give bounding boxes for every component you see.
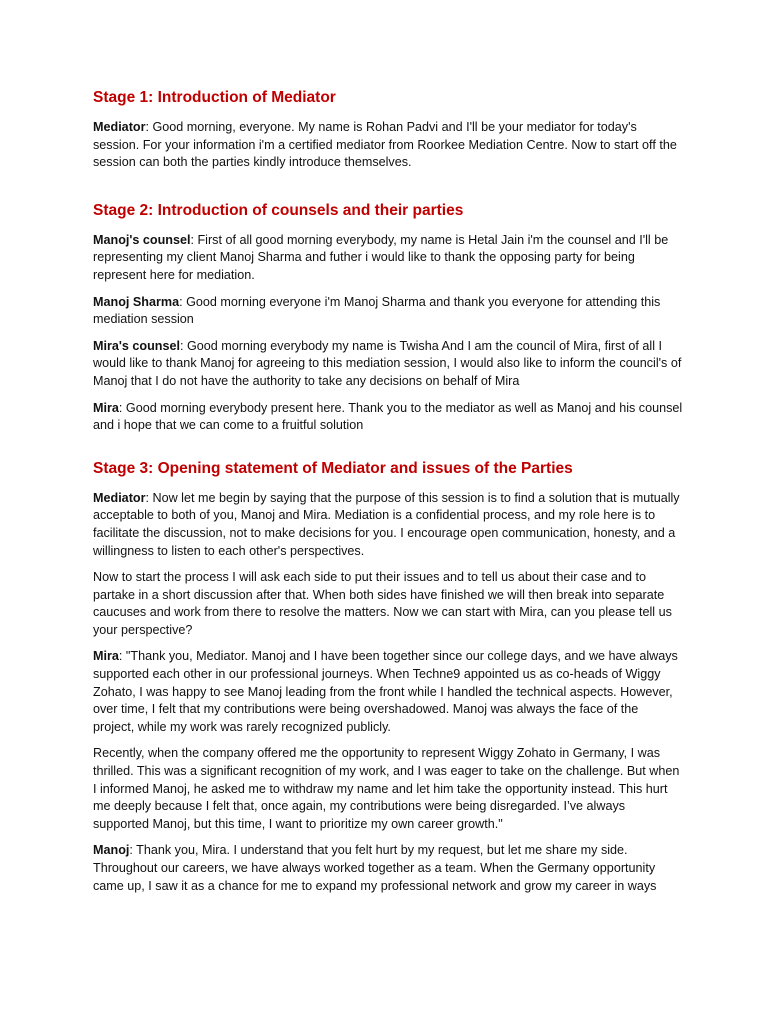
dialogue-text: : Now let me begin by saying that the purpose of this session is to find a solution that is mutually acceptable to both of you, Manoj and Mira. Mediation is a confidential process, and my role here is to facilitate the discussion, not to make decisions for you. I encourage open communication, honesty, and a willingness to listen to each other's perspectives. <box>93 490 680 558</box>
stage-1-heading: Stage 1: Introduction of Mediator <box>93 89 336 106</box>
dialogue-text: : Good morning, everyone. My name is Rohan Padvi and I'll be your mediator for today's session. For your information i'm a certified mediator from Roorkee Mediation Centre. Now to start off the session can both the parties kindly introduce themselves. <box>93 120 677 170</box>
speaker-name: Mediator <box>93 120 146 134</box>
dialogue-text: : First of all good morning everybody, my name is Hetal Jain i'm the counsel and I'll be representing my client Manoj Sharma and futher i would like to thank the opposing party for being represent here for mediation. <box>93 232 669 282</box>
dialogue-text: : Good morning everybody my name is Twisha And I am the council of Mira, first of all I would like to thank Manoj for agreeing to this mediation session, I would also like to inform the council's of Manoj that I do not have the authority to take any decisions on behalf of Mira <box>93 338 682 388</box>
paragraph <box>93 490 683 560</box>
dialogue-text: : Good morning everyone i'm Manoj Sharma and thank you everyone for attending this mediation session <box>93 294 661 327</box>
dialogue-text: : Good morning everybody present here. Thank you to the mediator as well as Manoj and his counsel and i hope that we can come to a fruitful solution <box>93 400 683 433</box>
paragraph <box>93 648 683 736</box>
stage-2-heading: Stage 2: Introduction of counsels and their parties <box>93 201 464 219</box>
dialogue-text: Now to start the process I will ask each side to put their issues and to tell us about their case and to partake in a short discussion after that. When both sides have finished we will then break into separate caucuses and work from there to resolve the matters. Now we can start with Mira, can you please tell us your perspective? <box>93 570 672 637</box>
paragraph <box>93 294 683 329</box>
paragraph <box>93 119 683 172</box>
speaker-name: Manoj <box>93 843 130 858</box>
paragraph <box>93 338 683 391</box>
speaker-name: Mira's counsel <box>93 338 180 353</box>
paragraph <box>93 400 683 435</box>
paragraph <box>93 842 683 895</box>
speaker-name: Mira <box>93 400 119 415</box>
speaker-name: Mira <box>93 649 119 664</box>
paragraph <box>93 745 683 833</box>
dialogue-text: : "Thank you, Mediator. Manoj and I have been together since our college days, and we have always supported each other in our professional journeys. When Techne9 appointed us as co-heads of Wiggy Zohato, I was happy to see Manoj leading from the front while I handled the technical aspects. However, over time, I felt that my contributions were being overshadowed. Manoj was always the face of the project, while my work was rarely recognized publicly. <box>93 649 678 734</box>
speaker-name: Manoj's counsel <box>93 232 191 247</box>
stage-1-section <box>93 88 683 172</box>
stage-3-heading: Stage 3: Opening statement of Mediator and issues of the Parties <box>93 459 573 477</box>
dialogue-text: : Thank you, Mira. I understand that you felt hurt by my request, but let me share my side. Throughout our careers, we have always worked together as a team. When the Germany opportunity came up, I saw it as a chance for me to expand my professional network and grow my career in ways <box>93 843 657 893</box>
stage-3-section <box>93 459 683 895</box>
stage-2-section <box>93 201 683 435</box>
dialogue-text: Recently, when the company offered me the opportunity to represent Wiggy Zohato in Germany, I was thrilled. This was a significant recognition of my work, and I was eager to take on the challenge. But when I informed Manoj, he asked me to withdraw my name and let him take the opportunity instead. This hurt me deeply because I felt that, once again, my contributions were being disregarded. I’ve always supported Manoj, but this time, I want to prioritize my own career growth." <box>93 746 680 831</box>
paragraph <box>93 232 683 285</box>
speaker-name: Manoj Sharma <box>93 294 180 309</box>
document-page <box>93 88 683 919</box>
speaker-name: Mediator <box>93 490 146 505</box>
paragraph <box>93 569 683 639</box>
